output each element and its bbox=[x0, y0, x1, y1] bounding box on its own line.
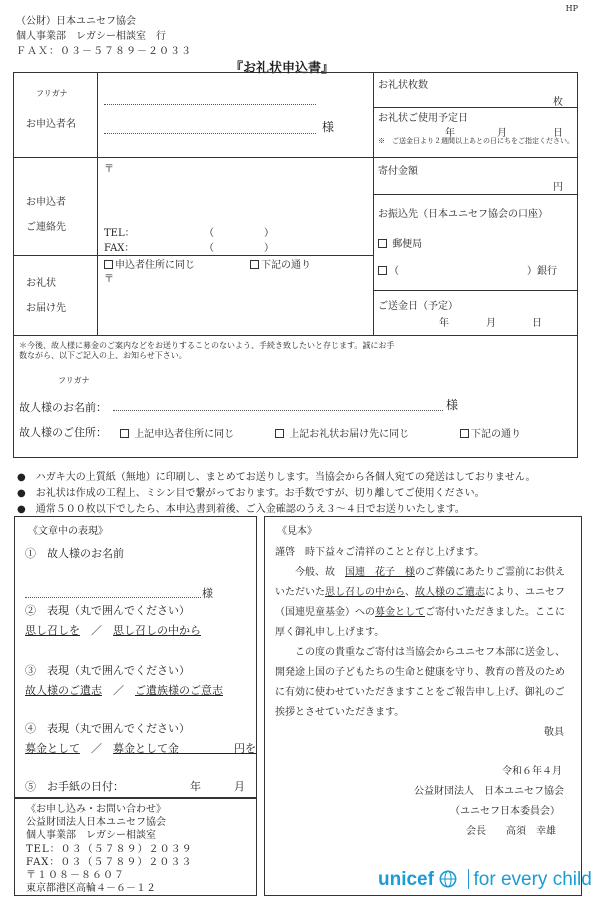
furigana-label: フリガナ bbox=[36, 89, 68, 98]
donation-unit: 円 bbox=[553, 182, 563, 193]
delivery-label-1: お礼状 bbox=[26, 278, 56, 289]
deceased-name-label: 故人様のお名前： bbox=[19, 401, 107, 414]
planned-month: 月 bbox=[497, 128, 507, 139]
delivery-same-option[interactable]: 申込者住所に同じ bbox=[104, 256, 195, 271]
recipient-dept: 個人事業部 レガシー相談室 行 bbox=[16, 31, 166, 42]
contact-postal-mark: 〒 bbox=[104, 164, 114, 175]
remit-date-label: ご送金日（予定） bbox=[378, 301, 458, 312]
addr-option-applicant[interactable]: 上記申込者住所に同じ bbox=[120, 425, 234, 440]
inquiry-heading: 《お申し込み・お問い合わせ》 bbox=[26, 804, 166, 815]
bank-option[interactable]: （ bbox=[378, 262, 399, 277]
notice-text: ＊今後、故人様に募金のご案内などをお送りすることのないよう、手続き致したいと存じます。誠にお手数ながら、以下ご記入の上、お知らせ下さい。 bbox=[19, 341, 395, 360]
remit-year: 年 bbox=[439, 318, 449, 329]
bullet-1: ● ハガキ大の上質紙（無地）に印刷し、まとめてお送りします。当協会から各個人宛ての発送はしておりません。 bbox=[17, 472, 536, 483]
tel-paren-close: ） bbox=[264, 228, 274, 239]
fax-paren-open: （ bbox=[204, 243, 214, 254]
sama-suffix: 様 bbox=[322, 120, 335, 134]
inquiry-dept: 個人事業部 レガシー相談室 bbox=[26, 830, 156, 841]
expr-date-month: 月 bbox=[234, 780, 245, 793]
donation-label: 寄付金額 bbox=[378, 166, 418, 177]
globe-icon bbox=[439, 870, 457, 888]
sample-org: 公益財団法人 日本ユニセフ協会 bbox=[414, 786, 564, 797]
planned-day: 日 bbox=[553, 128, 563, 139]
addr-option-delivery[interactable]: 上記お礼状お届け先に同じ bbox=[275, 425, 409, 440]
delivery-below-option[interactable]: 下記の通り bbox=[250, 256, 311, 271]
remit-day: 日 bbox=[532, 318, 542, 329]
addr-option-below-checkbox[interactable] bbox=[460, 429, 469, 438]
deceased-sama: 様 bbox=[446, 398, 459, 412]
addr-option-applicant-checkbox[interactable] bbox=[120, 429, 129, 438]
card-count-label: お礼状枚数 bbox=[378, 80, 428, 91]
tel-paren-open: （ bbox=[204, 228, 214, 239]
expr-item-3: ③ 表現（丸で囲んでください） bbox=[25, 664, 190, 677]
bank-suffix: ）銀行 bbox=[527, 266, 557, 277]
inquiry-fax: FAX：０３（５７８９）２０３３ bbox=[26, 857, 193, 868]
expr-item-3-options[interactable]: 故人様のご遺志 ／ ご遺族様のご意志 bbox=[25, 684, 223, 697]
expr-item-5: ⑤ お手紙の日付： bbox=[25, 780, 124, 793]
form-title: 『お礼状申込書』 bbox=[230, 61, 335, 76]
deceased-name-field[interactable] bbox=[113, 410, 443, 411]
delivery-postal-mark: 〒 bbox=[104, 274, 114, 285]
bullet-2: ● お礼状は作成の工程上、ミシン目で繋がっております。お手数ですが、切り離してご使用ください。 bbox=[17, 488, 485, 499]
post-office-checkbox[interactable] bbox=[378, 239, 387, 248]
expr-name-suffix: 様 bbox=[202, 587, 213, 600]
sample-greeting: 謹啓 時下益々ご清祥のことと存じ上げます。 bbox=[275, 547, 485, 558]
recipient-fax: ＦＡＸ：０３－５７８９－２０３３ bbox=[16, 46, 192, 57]
tel-label: TEL： bbox=[104, 228, 135, 239]
expr-item-4: ④ 表現（丸で囲んでください） bbox=[25, 722, 190, 735]
delivery-same-checkbox[interactable] bbox=[104, 260, 113, 269]
delivery-label-2: お届け先 bbox=[26, 303, 66, 314]
unicef-logo: unicef for every child bbox=[378, 869, 592, 890]
sample-committee: （ユニセフ日本委員会） bbox=[450, 806, 560, 817]
expr-item-4-options[interactable]: 募金として ／ 募金として金 円を bbox=[25, 742, 256, 755]
furigana-field[interactable] bbox=[104, 104, 316, 105]
expr-name-field[interactable] bbox=[25, 597, 201, 598]
addr-option-delivery-checkbox[interactable] bbox=[275, 429, 284, 438]
planned-date-note: ※ ご送金日より２週間以上あとの日にちをご指定ください。 bbox=[378, 137, 574, 145]
remit-month: 月 bbox=[486, 318, 496, 329]
inquiry-org: 公益財団法人日本ユニセフ協会 bbox=[26, 817, 166, 828]
inquiry-postal: 〒１０８－８６０７ bbox=[26, 870, 125, 881]
sample-signer: 会長 高須 幸雄 bbox=[466, 826, 556, 837]
contact-label-2: ご連絡先 bbox=[26, 222, 66, 233]
sample-paragraph-2: この度の貴重なご寄付は当協会からユニセフ本部に送金し、開発途上国の子どもたちの生命と健康を守り、教育の普及のために有効に使わせていただきますことをご報告申し上げ、御礼のご挨拶とさせていただきます。 bbox=[275, 647, 565, 718]
fax-paren-close: ） bbox=[264, 243, 274, 254]
sample-heading: 《見本》 bbox=[277, 526, 317, 537]
corner-mark: HP bbox=[565, 4, 578, 13]
expressions-heading: 《文章中の表現》 bbox=[28, 526, 108, 537]
bank-checkbox[interactable] bbox=[378, 266, 387, 275]
delivery-below-checkbox[interactable] bbox=[250, 260, 259, 269]
recipient-org: （公財）日本ユニセフ協会 bbox=[16, 16, 136, 27]
expr-item-1: ① 故人様のお名前 bbox=[25, 547, 124, 560]
deceased-address-label: 故人様のご住所： bbox=[19, 426, 107, 439]
deceased-furigana-label: フリガナ bbox=[58, 376, 90, 385]
planned-date-label: お礼状ご使用予定日 bbox=[378, 113, 468, 124]
bullet-3: ● 通常５００枚以下でしたら、本申込書到着後、ご入金確認のうえ３～４日でお送りいたします。 bbox=[17, 504, 465, 515]
sample-date: 令和６年４月 bbox=[502, 766, 562, 777]
inquiry-tel: TEL：０３（５７８９）２０３９ bbox=[26, 844, 193, 855]
applicant-name-label: お申込者名 bbox=[26, 119, 76, 130]
addr-option-below[interactable]: 下記の通り bbox=[460, 425, 521, 440]
contact-label-1: お申込者 bbox=[26, 197, 66, 208]
inquiry-address: 東京都港区高輪４－６－１２ bbox=[26, 883, 156, 894]
planned-year: 年 bbox=[445, 128, 455, 139]
expr-item-2: ② 表現（丸で囲んでください） bbox=[25, 604, 190, 617]
expr-item-2-options[interactable]: 思し召しを ／ 思し召しの中から bbox=[25, 624, 201, 637]
card-count-unit: 枚 bbox=[553, 97, 563, 108]
fax-label: FAX： bbox=[104, 243, 135, 254]
post-office-option[interactable]: 郵便局 bbox=[378, 235, 422, 250]
expr-date-year: 年 bbox=[190, 780, 201, 793]
sample-paragraph-1: 今般、故 国連 花子 様のご葬儀にあたりご霊前にお供えいただいた思し召しの中から、故人様のご遺志により、ユニセフ（国連児童基金）への募金としてご寄付いただきました。ここに厚く御礼申し上げます。 bbox=[275, 567, 565, 638]
transfer-label: お振込先（日本ユニセフ協会の口座） bbox=[378, 209, 548, 220]
sample-closing: 敬具 bbox=[544, 727, 564, 738]
applicant-name-field[interactable] bbox=[104, 133, 316, 134]
